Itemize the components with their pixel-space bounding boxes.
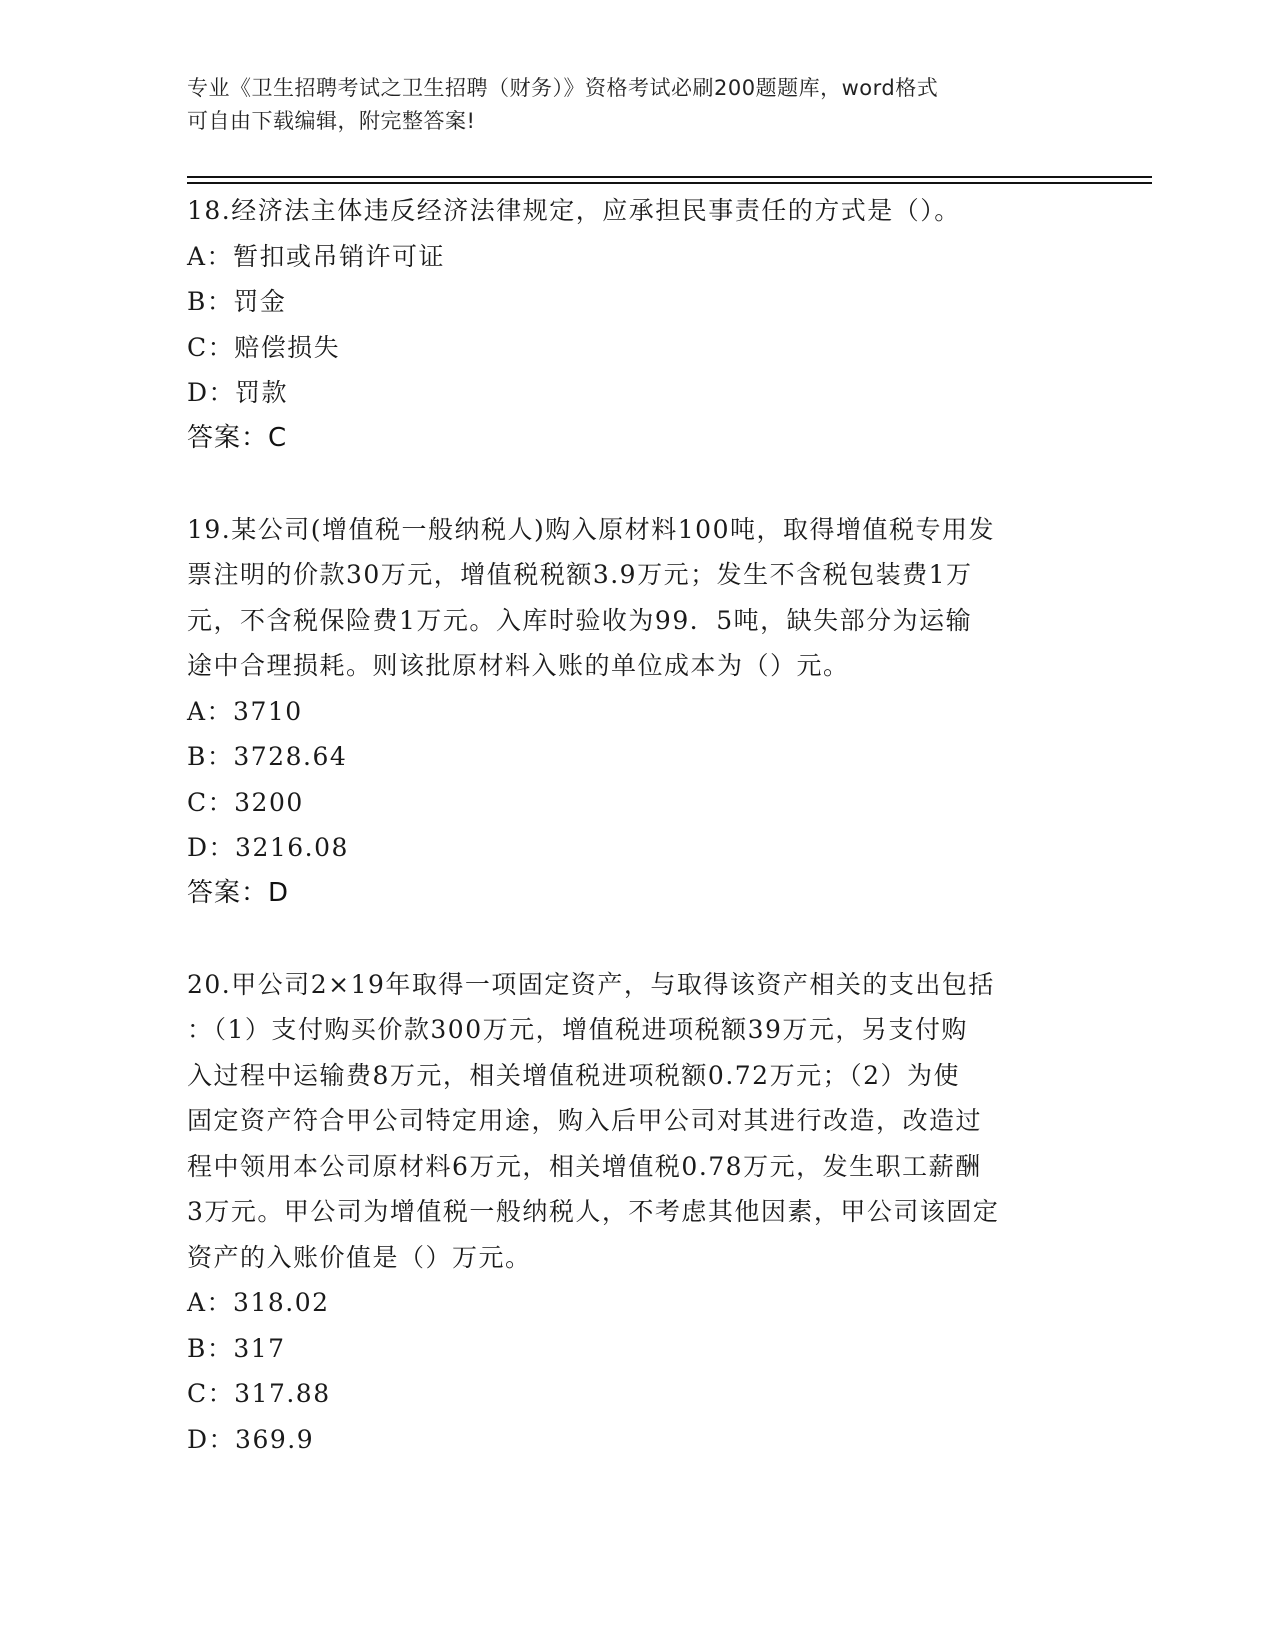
question-stem: 资产的入账价值是（）万元。 [187, 1242, 532, 1272]
question-list [187, 188, 1087, 1462]
option-d: D：罚款 [187, 378, 289, 407]
option-a: A：3710 [187, 696, 303, 726]
question-stem: 固定资产符合甲公司特定用途，购入后甲公司对其进行改造，改造过 [187, 1106, 983, 1135]
header-divider-top [187, 176, 1152, 178]
option-c: C：3200 [187, 787, 304, 817]
spacer [187, 916, 1087, 962]
question-stem: 程中领用本公司原材料6万元，相关增值税0.78万元，发生职工薪酬 [187, 1151, 982, 1181]
spacer [187, 461, 1087, 507]
option-a: A：318.02 [187, 1288, 330, 1317]
document-header [187, 72, 1087, 138]
question-stem: 20.甲公司2×19年取得一项固定资产，与取得该资产相关的支出包括 [187, 969, 995, 999]
question-stem: 3万元。甲公司为增值税一般纳税人，不考虑其他因素，甲公司该固定 [187, 1197, 1000, 1226]
option-b: B：3728.64 [187, 742, 348, 771]
answer: 答案：D [187, 877, 290, 908]
question-stem: 入过程中运输费8万元，相关增值税进项税额0.72万元；（2）为使 [187, 1060, 960, 1090]
question-20 [187, 962, 1087, 1463]
option-d: D：3216.08 [187, 833, 349, 862]
header-line-2: 可自由下载编辑，附完整答案! [187, 109, 476, 133]
question-stem: ：（1）支付购买价款300万元，增值税进项税额39万元，另支付购 [187, 1015, 968, 1044]
option-b: B：317 [187, 1333, 286, 1363]
option-c: C：赔偿损失 [187, 332, 341, 362]
header-divider-bottom [187, 182, 1152, 184]
question-stem: 票注明的价款30万元，增值税税额3.9万元；发生不含税包装费1万 [187, 560, 973, 589]
header-line-1: 专业《卫生招聘考试之卫生招聘（财务）》资格考试必刷200题题库，word格式 [187, 76, 939, 100]
question-stem: 途中合理损耗。则该批原材料入账的单位成本为（）元。 [187, 651, 850, 680]
question-18 [187, 188, 1087, 461]
question-stem: 19.某公司(增值税一般纳税人)购入原材料100吨，取得增值税专用发 [187, 514, 995, 544]
option-a: A：暂扣或吊销许可证 [187, 241, 446, 271]
question-stem: 18.经济法主体违反经济法律规定，应承担民事责任的方式是（）。 [187, 196, 961, 225]
option-d: D：369.9 [187, 1424, 315, 1454]
option-b: B：罚金 [187, 287, 287, 316]
option-c: C：317.88 [187, 1379, 331, 1408]
question-19 [187, 507, 1087, 917]
answer: 答案：C [187, 422, 288, 453]
question-stem: 元，不含税保险费1万元。入库时验收为99．5吨，缺失部分为运输 [187, 605, 973, 635]
